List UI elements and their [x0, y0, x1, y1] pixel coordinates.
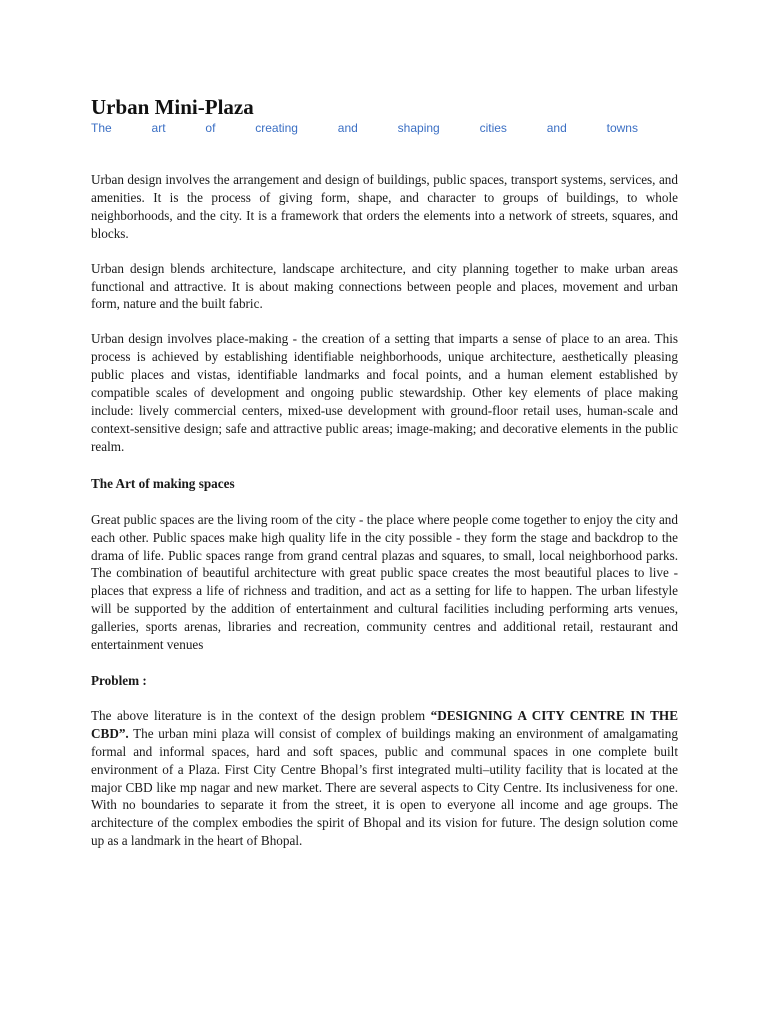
subtitle-word: of	[205, 121, 216, 135]
subtitle-word: cities	[479, 121, 507, 135]
paragraph-urban-design-blends: Urban design blends architecture, landscape architecture, and city planning together to make urban areas functional and attractive. It is about making connections between people and places, movement and urban form, nature and the built fabric.	[91, 260, 678, 312]
subtitle-word: creating	[255, 121, 298, 135]
problem-intro-text: The above literature is in the context of the design problem	[91, 707, 431, 723]
problem-body-text: The urban mini plaza will consist of complex of buildings making an environment of amalgamating formal and informal spaces, hard and soft spaces, public and communal spaces in one complete built environment of a Plaza. First City Centre Bhopal’s first integrated multi–utility facility that is located at the major CBD like mp nagar and new market. There are several aspects to City Centre. Its inclusiveness for one. With no boundaries to separate it from the street, it is open to everyone all income and age groups. The architecture of the complex embodies the spirit of Bhopal and its vision for future. The design solution come up as a landmark in the heart of Bhopal.	[91, 725, 678, 849]
paragraph-problem-statement	[91, 707, 678, 850]
subtitle-word: towns	[606, 121, 638, 135]
section-heading-problem: Problem :	[91, 672, 147, 688]
section-heading-art-of-spaces: The Art of making spaces	[91, 475, 235, 491]
subtitle-word: The	[91, 121, 112, 135]
subtitle-word: art	[151, 121, 166, 135]
subtitle-word: shaping	[397, 121, 440, 135]
document-subtitle	[91, 120, 638, 136]
problem-title-emphasis: “DESIGNING A CITY CENTRE IN THE CBD”.	[91, 707, 678, 741]
paragraph-urban-design-intro: Urban design involves the arrangement and design of buildings, public spaces, transport systems, services, and amenities. It is the process of giving form, shape, and character to groups of buildings, to whole neighborhoods, and the city. It is a framework that orders the elements into a network of streets, squares, and blocks.	[91, 172, 678, 241]
paragraph-place-making: Urban design involves place-making - the creation of a setting that imparts a sense of place to an area. This process is achieved by establishing identifiable neighborhoods, unique architecture, aesthetically pleasing public places and vistas, identifiable landmarks and focal points, and a human element established by compatible scales of development and ongoing public stewardship. Other key elements of place making include: lively commercial centers, mixed-use development with ground-floor retail uses, human-scale and context-sensitive design; safe and attractive public areas; image-making; and decorative elements in the public realm.	[91, 331, 678, 454]
document-page	[91, 94, 678, 850]
paragraph-public-spaces: Great public spaces are the living room of the city - the place where people come together to enjoy the city and each other. Public spaces make high quality life in the city possible - they form the stage and backdrop to the drama of life. Public spaces range from grand central plazas and squares, to small, local neighborhood parks. The combination of beautiful architecture with great public space creates the most beautiful places to live - places that express a life of richness and tradition, and act as a setting for life to happen. The urban lifestyle will be supported by the addition of entertainment and cultural facilities including performing arts venues, galleries, sports arenas, libraries and recreation, community centres and additional retail, restaurant and entertainment venues	[91, 511, 678, 653]
subtitle-word: and	[546, 121, 567, 135]
document-title: Urban Mini-Plaza	[91, 95, 254, 119]
subtitle-word: and	[337, 121, 358, 135]
